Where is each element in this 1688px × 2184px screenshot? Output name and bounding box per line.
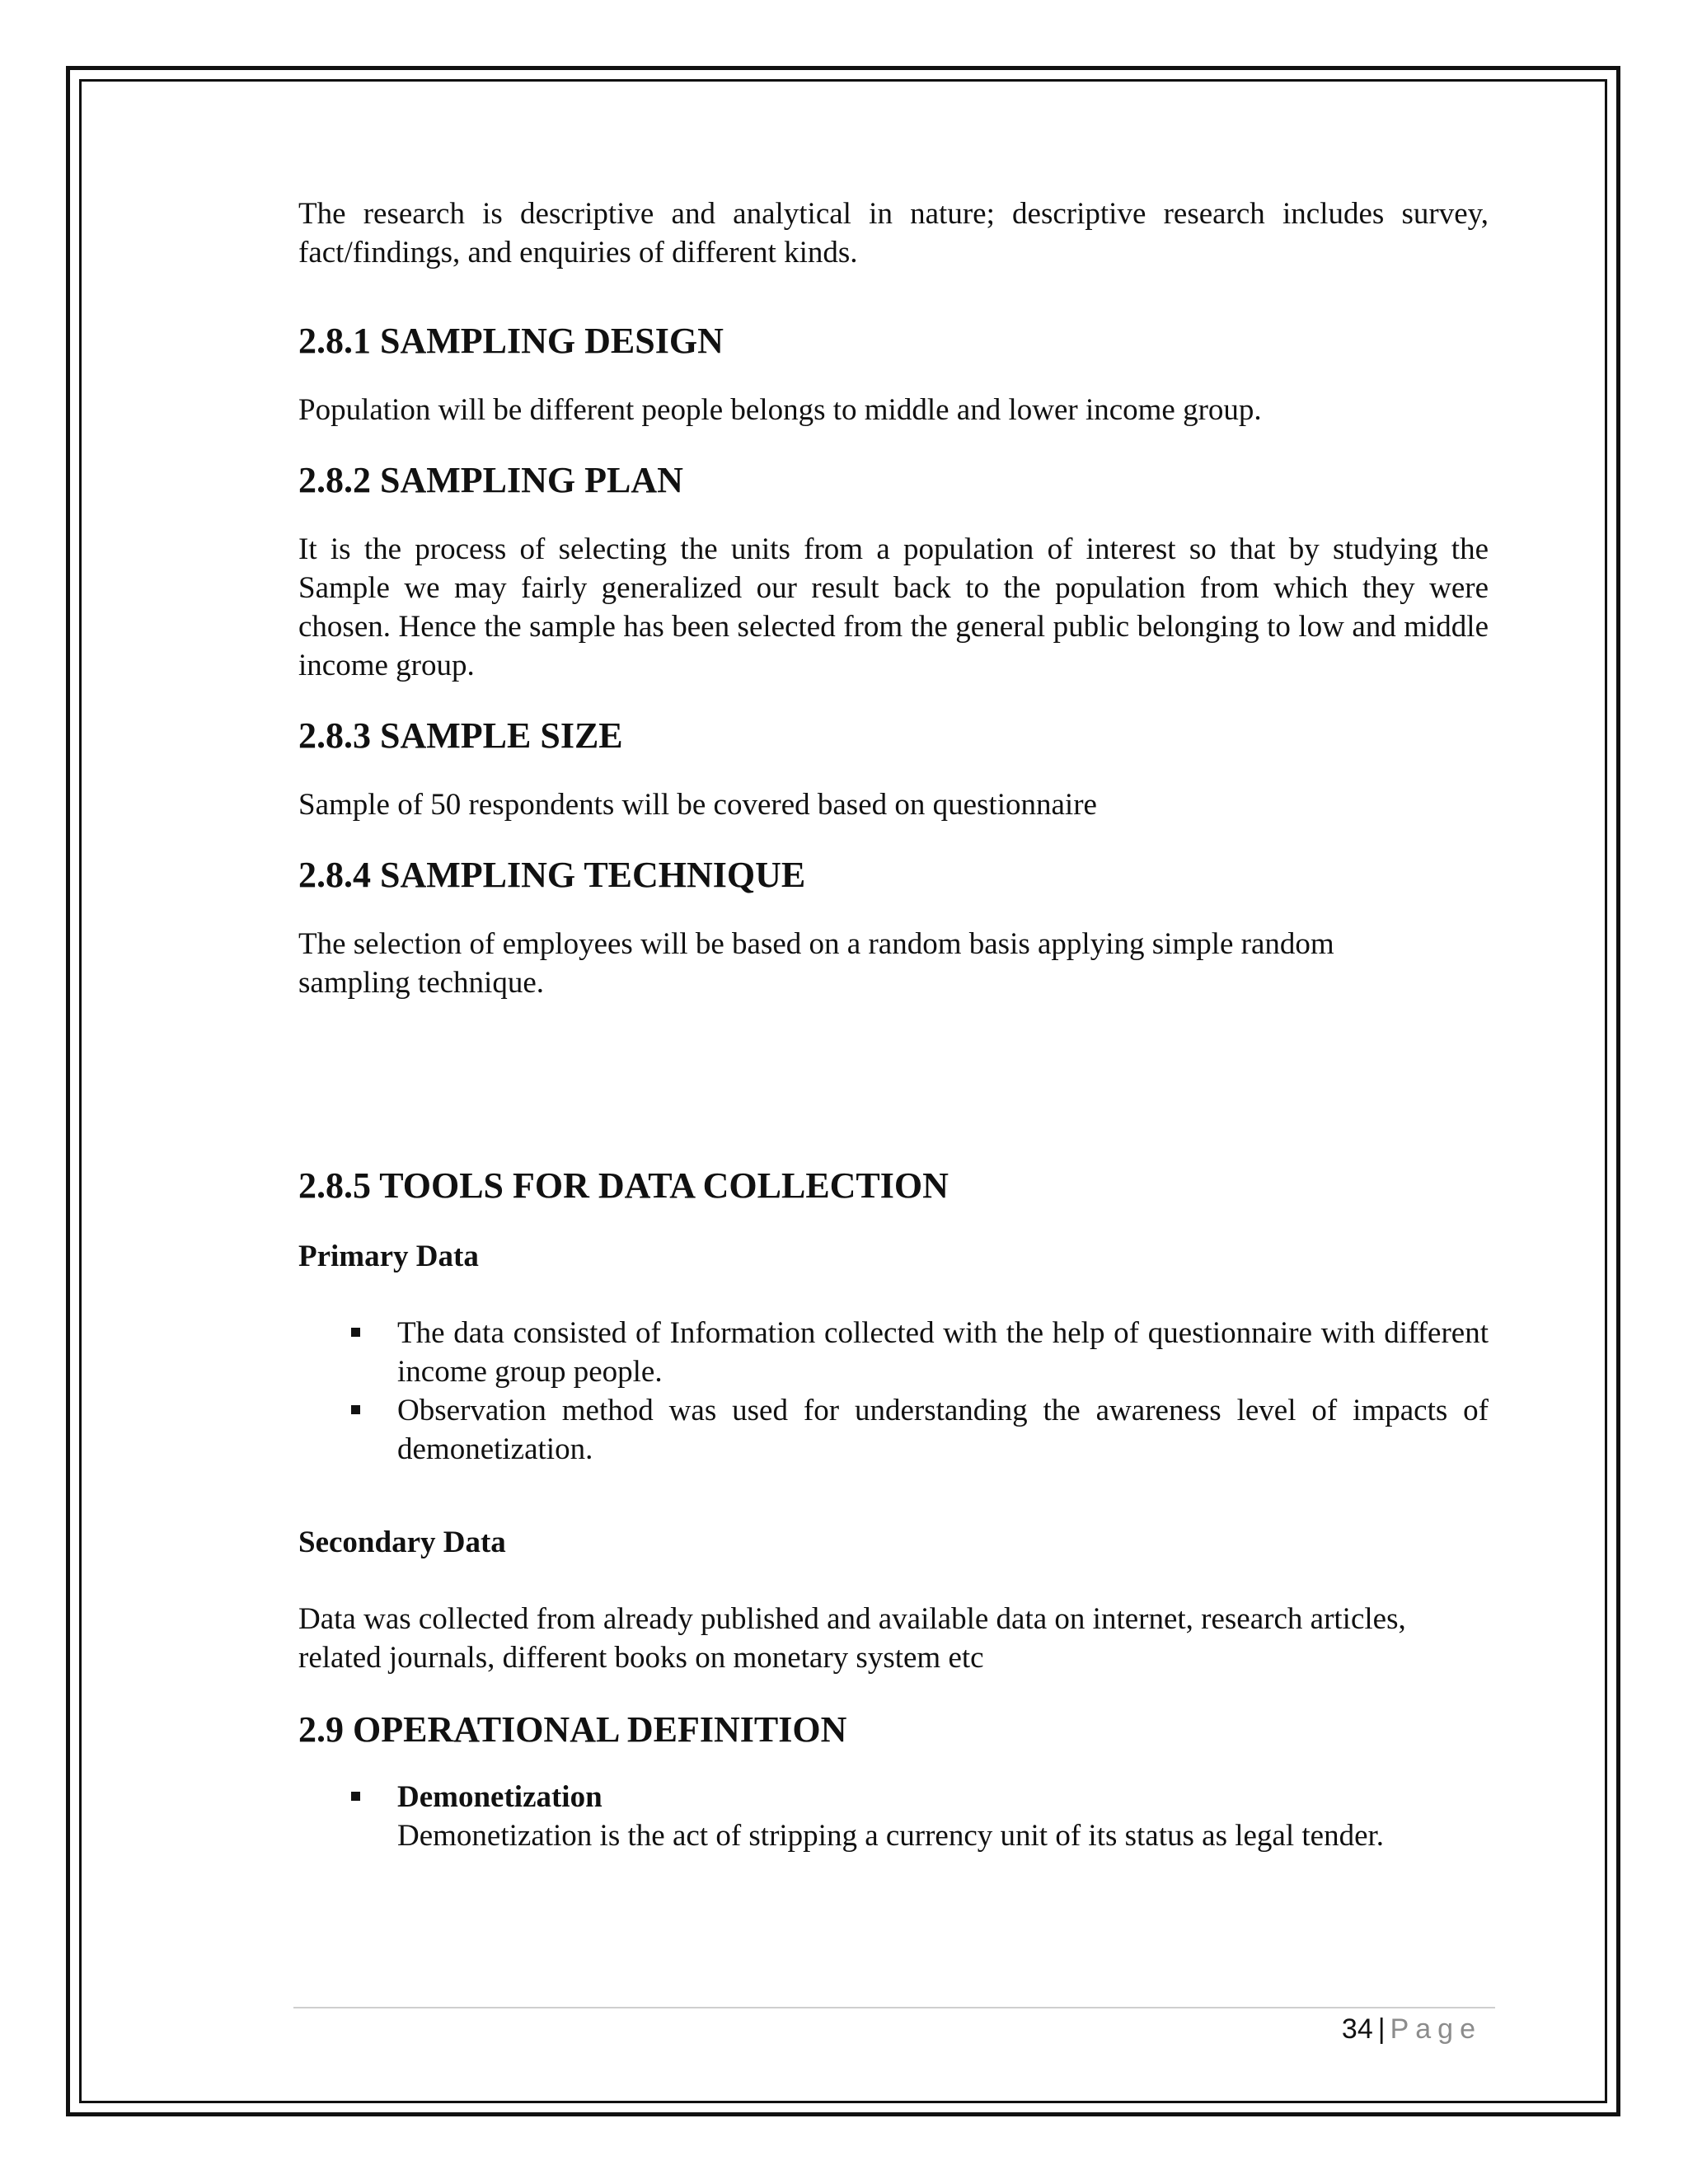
sampling-technique-heading: 2.8.4 SAMPLING TECHNIQUE [298,855,806,895]
sample-size-heading: 2.8.3 SAMPLE SIZE [298,715,623,756]
page-label: Page [1390,2013,1482,2045]
sampling-design-heading: 2.8.1 SAMPLING DESIGN [298,321,724,361]
definition-term: Demonetization [397,1780,603,1814]
square-bullet-icon [351,1405,360,1414]
footer-divider [293,2007,1495,2008]
footer-separator: | [1377,2013,1386,2045]
secondary-data-text: Data was collected from already published and available data on internet, research articles, related journals, different books on monetary system etc [298,1602,1406,1675]
intro-paragraph: The research is descriptive and analytical in nature; descriptive research includes survey, fact/findings, and enquiries of different kinds. [298,197,1489,269]
sampling-design-text: Population will be different people belongs to middle and lower income group. [298,393,1262,427]
primary-data-label: Primary Data [298,1240,479,1273]
page-number: 34 [1341,2013,1373,2045]
square-bullet-icon [351,1792,360,1801]
list-item-text: The data consisted of Information collected with the help of questionnaire with different income group people. [397,1316,1489,1389]
sampling-plan-text: It is the process of selecting the units from a population of interest so that by studying the Sample we may fairly generalized our result back to the population from which they were chosen. Hence the sample has been selected from the general public belonging to low and middle income group. [298,532,1489,682]
page-footer [1342,2013,1482,2046]
square-bullet-icon [351,1328,360,1337]
sample-size-text: Sample of 50 respondents will be covered based on questionnaire [298,788,1097,822]
definition-text: Demonetization is the act of stripping a currency unit of its status as legal tender. [397,1819,1385,1853]
primary-data-list [298,1314,1489,1469]
list-item-text: Observation method was used for understanding the awareness level of impacts of demonetization. [397,1394,1489,1466]
list-item [397,1778,1489,1855]
tools-heading: 2.8.5 TOOLS FOR DATA COLLECTION [298,1165,949,1206]
secondary-data-label: Secondary Data [298,1526,506,1559]
operational-definition-list [298,1778,1489,1855]
sampling-plan-heading: 2.8.2 SAMPLING PLAN [298,460,683,500]
list-item [397,1391,1489,1469]
list-item [397,1314,1489,1391]
sampling-technique-text: The selection of employees will be based on a random basis applying simple random sampling technique. [298,927,1334,1000]
operational-definition-heading: 2.9 OPERATIONAL DEFINITION [298,1709,847,1750]
page-content [298,194,1489,1855]
